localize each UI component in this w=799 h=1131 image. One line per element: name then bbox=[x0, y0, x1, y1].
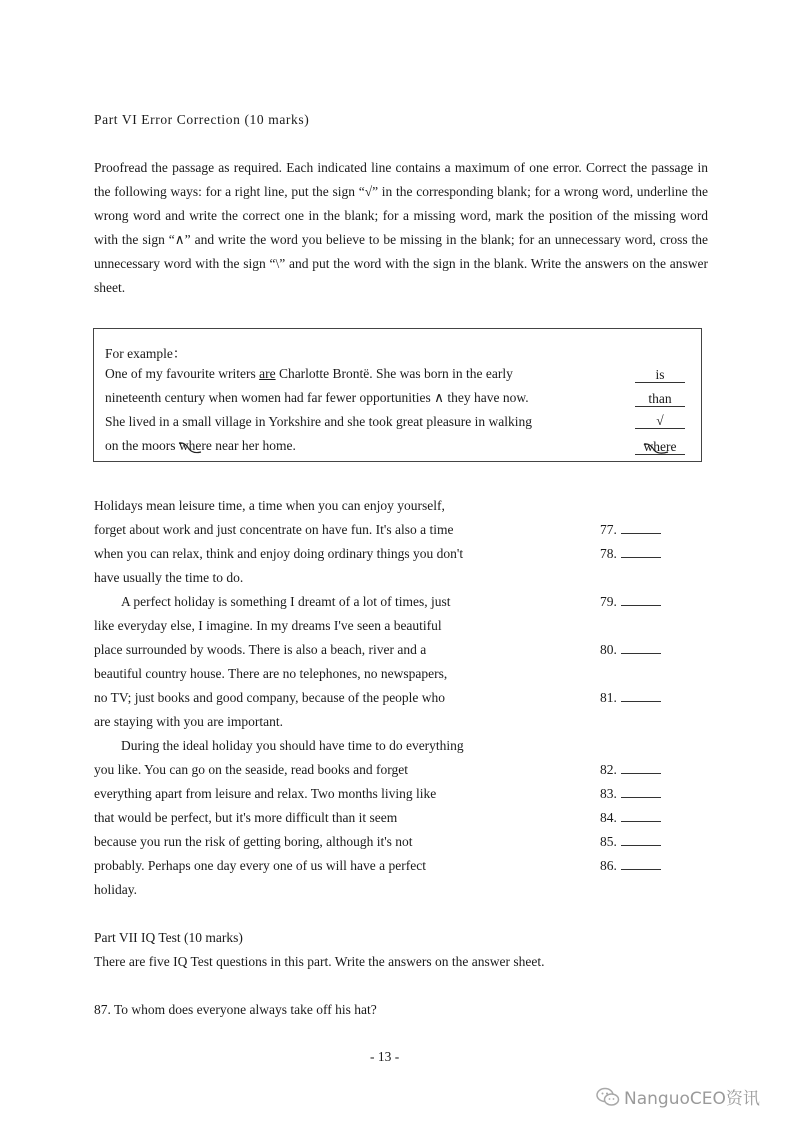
blank-line bbox=[621, 522, 661, 534]
passage-line: probably. Perhaps one day every one of us will have a perfect bbox=[94, 858, 427, 873]
example-answer-4 bbox=[635, 439, 685, 455]
answer-number: 86. bbox=[600, 858, 617, 873]
cross-mark-icon bbox=[177, 440, 207, 454]
example-line-2: nineteenth century when women had far fewer opportunities ∧ they have now. bbox=[105, 390, 529, 405]
passage-line: holiday. bbox=[94, 882, 137, 897]
crossed-answer bbox=[644, 439, 677, 454]
answer-number: 82. bbox=[600, 762, 617, 777]
blank-line bbox=[621, 690, 661, 702]
passage-line: that would be perfect, but it's more difficult than it seem bbox=[94, 810, 398, 825]
example-line-1 bbox=[105, 366, 513, 382]
crossed-word bbox=[179, 438, 212, 454]
passage-line: forget about work and just concentrate on have fun. It's also a time bbox=[94, 522, 454, 537]
answer-blank-77[interactable] bbox=[600, 522, 661, 538]
blank-line bbox=[621, 786, 661, 798]
answer-blank-85[interactable] bbox=[600, 834, 661, 850]
passage-line: because you run the risk of getting boring, although it's not bbox=[94, 834, 413, 849]
watermark bbox=[596, 1084, 760, 1112]
crossed-answer-text: where bbox=[643, 439, 677, 454]
answer-number: 78. bbox=[600, 546, 617, 561]
page-number: - 13 - bbox=[370, 1049, 400, 1064]
underlined-wrong-word: are bbox=[259, 366, 276, 381]
example-label: For example： bbox=[105, 346, 187, 361]
section7-title: Part VII IQ Test (10 marks) bbox=[94, 930, 243, 945]
instructions-paragraph: Proofread the passage as required. Each indicated line contains a maximum of one error. Correct the passage in the following ways: for a right line, put the sign “√” in the corresponding blank; for a wrong word, underline the wrong word and write the correct one in the blank; for a missing word, mark the position of the missing word with the sign “∧” and write the word you believe to be missing in the blank; for an unnecessary word, cross the unnecessary word with the sign “\” and put the word with the sign in the blank. Write the answers on the answer sheet. bbox=[94, 160, 708, 295]
example-line-4-pre: on the moors bbox=[105, 438, 179, 453]
answer-number: 84. bbox=[600, 810, 617, 825]
passage-line: have usually the time to do. bbox=[94, 570, 244, 585]
example-line-3: She lived in a small village in Yorkshire and she took great pleasure in walking bbox=[105, 414, 533, 429]
answer-blank-84[interactable] bbox=[600, 810, 661, 826]
blank-line bbox=[621, 762, 661, 774]
answer-number: 80. bbox=[600, 642, 617, 657]
watermark-text: NanguoCEO资讯 bbox=[624, 1089, 760, 1109]
answer-blank-82[interactable] bbox=[600, 762, 661, 778]
blank-line bbox=[621, 834, 661, 846]
passage-line: when you can relax, think and enjoy doing ordinary things you don't bbox=[94, 546, 464, 561]
passage-line: like everyday else, I imagine. In my dreams I've seen a beautiful bbox=[94, 618, 442, 633]
passage-line: beautiful country house. There are no telephones, no newspapers, bbox=[94, 666, 448, 681]
answer-number: 85. bbox=[600, 834, 617, 849]
passage-line: A perfect holiday is something I dreamt of a lot of times, just bbox=[121, 594, 451, 609]
answer-number: 81. bbox=[600, 690, 617, 705]
answer-blank-80[interactable] bbox=[600, 642, 661, 658]
section-title: Part VI Error Correction (10 marks) bbox=[94, 112, 310, 127]
answer-number: 79. bbox=[600, 594, 617, 609]
example-box bbox=[93, 328, 702, 462]
example-line-1-pre: One of my favourite writers bbox=[105, 366, 260, 381]
blank-line bbox=[621, 546, 661, 558]
example-line-1-post: Charlotte Brontë. She was born in the early bbox=[275, 366, 513, 381]
blank-line bbox=[621, 810, 661, 822]
blank-line bbox=[621, 594, 661, 606]
cross-mark-icon bbox=[642, 441, 672, 455]
passage-line: everything apart from leisure and relax. Two months living like bbox=[94, 786, 437, 801]
passage-line: are staying with you are important. bbox=[94, 714, 283, 729]
answer-number: 83. bbox=[600, 786, 617, 801]
passage-line: no TV; just books and good company, because of the people who bbox=[94, 690, 446, 705]
example-line-4 bbox=[105, 438, 296, 454]
blank-line bbox=[621, 858, 661, 870]
passage-line: you like. You can go on the seaside, read books and forget bbox=[94, 762, 408, 777]
answer-blank-83[interactable] bbox=[600, 786, 661, 802]
crossed-word-text: where bbox=[178, 438, 212, 453]
passage-line: Holidays mean leisure time, a time when you can enjoy yourself, bbox=[94, 498, 445, 513]
passage-line: During the ideal holiday you should have time to do everything bbox=[121, 738, 464, 753]
section7-intro: There are five IQ Test questions in this part. Write the answers on the answer sheet. bbox=[94, 954, 545, 969]
example-line-4-post: near her home. bbox=[211, 438, 296, 453]
answer-number: 77. bbox=[600, 522, 617, 537]
answer-blank-81[interactable] bbox=[600, 690, 661, 706]
blank-line bbox=[621, 642, 661, 654]
question-87: 87. To whom does everyone always take off his hat? bbox=[94, 1002, 377, 1017]
wechat-icon bbox=[596, 1087, 620, 1112]
example-answer-2: than bbox=[635, 391, 685, 407]
answer-blank-78[interactable] bbox=[600, 546, 661, 562]
answer-blank-86[interactable] bbox=[600, 858, 661, 874]
passage-line: place surrounded by woods. There is also a beach, river and a bbox=[94, 642, 427, 657]
answer-blank-79[interactable] bbox=[600, 594, 661, 610]
example-answer-3: √ bbox=[635, 413, 685, 429]
example-answer-1: is bbox=[635, 367, 685, 383]
